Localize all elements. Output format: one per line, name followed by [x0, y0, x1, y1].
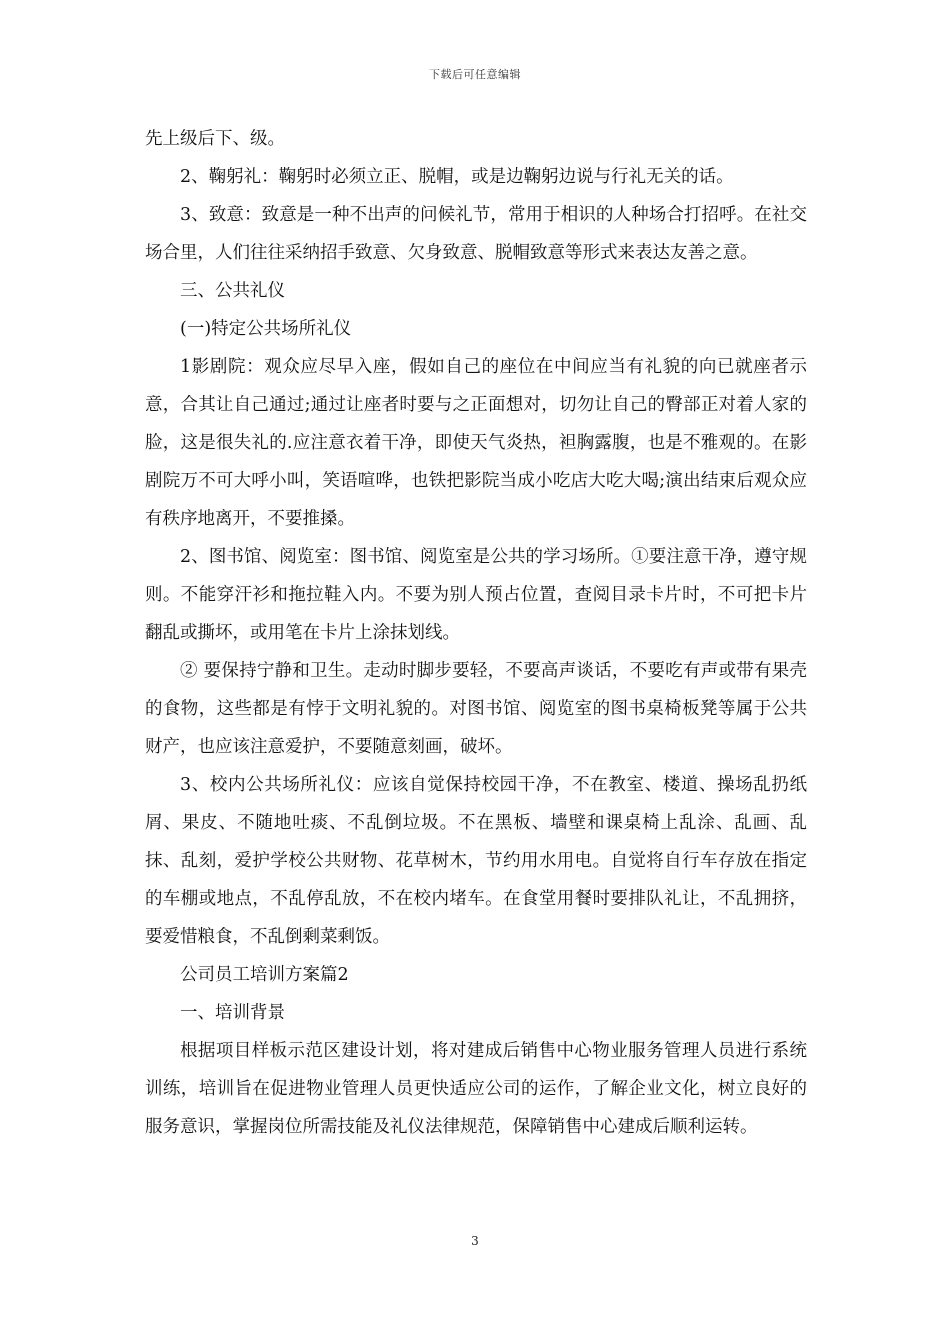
paragraph: 2、图书馆、阅览室：图书馆、阅览室是公共的学习场所。①要注意干净，遵守规则。不能穿汗衫和拖拉鞋入内。不要为别人预占位置，查阅目录卡片时，不可把卡片翻乱或撕坏，或用笔在卡片上涂抹划线。 — [145, 547, 807, 643]
paragraph: 根据项目样板示范区建设计划，将对建成后销售中心物业服务管理人员进行系统训练，培训旨在促进物业管理人员更快适应公司的运作，了解企业文化，树立良好的服务意识，掌握岗位所需技能及礼仪法律规范，保障销售中心建成后顺利运转。 — [145, 1041, 807, 1137]
paragraph: 2、鞠躬礼：鞠躬时必须立正、脱帽，或是边鞠躬边说与行礼无关的话。 — [180, 167, 734, 187]
section-heading: 三、公共礼仪 — [180, 281, 285, 301]
page-header: 下载后可任意编辑 — [429, 68, 521, 81]
paragraph: 3、致意：致意是一种不出声的问候礼节，常用于相识的人种场合打招呼。在社交场合里，人们往往采纳招手致意、欠身致意、脱帽致意等形式来表达友善之意。 — [145, 205, 807, 263]
subsection-heading: (一)特定公共场所礼仪 — [180, 319, 352, 339]
section-heading: 公司员工培训方案篇2 — [180, 965, 349, 985]
page-number: 3 — [471, 1234, 479, 1248]
paragraph: 3、校内公共场所礼仪：应该自觉保持校园干净，不在教室、楼道、操场乱扔纸屑、果皮、不随地吐痰、不乱倒垃圾。不在黑板、墙壁和课桌椅上乱涂、乱画、乱抹、乱刻，爱护学校公共财物、花草树木，节约用水用电。自觉将自行车存放在指定的车棚或地点，不乱停乱放，不在校内堵车。在食堂用餐时要排队礼让，不乱拥挤，要爱惜粮食，不乱倒剩菜剩饭。 — [145, 775, 807, 947]
paragraph: 先上级后下、级。 — [145, 129, 285, 149]
paragraph: 1影剧院：观众应尽早入座，假如自己的座位在中间应当有礼貌的向已就座者示意，合其让自己通过;通过让座者时要与之正面想对，切勿让自己的臀部正对着人家的脸，这是很失礼的.应注意衣着干净，即使天气炎热，袒胸露腹，也是不雅观的。在影剧院万不可大呼小叫，笑语喧哗，也铁把影院当成小吃店大吃大喝;演出结束后观众应有秩序地离开，不要推搡。 — [145, 357, 807, 529]
document-body — [145, 120, 807, 1146]
paragraph: ② 要保持宁静和卫生。走动时脚步要轻，不要高声谈话，不要吃有声或带有果壳的食物，这些都是有悖于文明礼貌的。对图书馆、阅览室的图书桌椅板凳等属于公共财产，也应该注意爱护，不要随意刻画，破坏。 — [145, 661, 807, 757]
section-heading: 一、培训背景 — [180, 1003, 285, 1023]
